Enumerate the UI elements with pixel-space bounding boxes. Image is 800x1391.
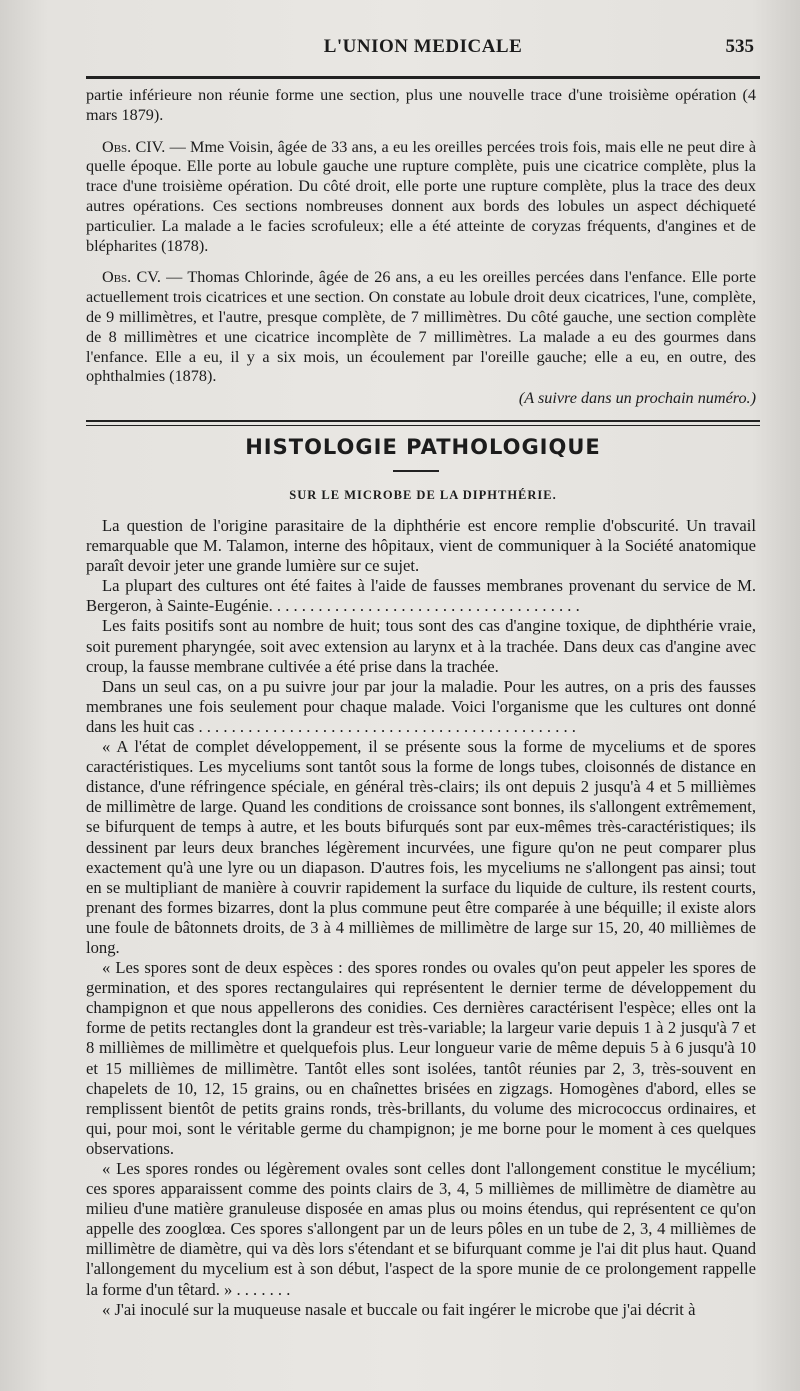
article-paragraph: « J'ai inoculé sur la muqueuse nasale et buccale ou fait ingérer le microbe que j'ai décrit à bbox=[102, 1299, 696, 1319]
observation-cv bbox=[86, 268, 756, 387]
section-double-rule-top bbox=[86, 420, 760, 422]
article-paragraph: Les faits positifs sont au nombre de huit; tous sont des cas d'angine toxique, de diphthérie vraie, soit purement pharyngée, soit avec extension au larynx et à la trachée. Dans deux cas d'angine avec croup, la fausse membrane cultivée a été prise dans la trachée. bbox=[86, 616, 756, 676]
observations-block bbox=[86, 86, 756, 409]
to-be-continued-note: (A suivre dans un prochain numéro.) bbox=[518, 389, 756, 408]
article-paragraph: La question de l'origine parasitaire de la diphthérie est encore remplie d'obscurité. Un travail remarquable que M. Talamon, interne des hôpitaux, vient de communiquer à la Société anatomique paraît devoir jeter une grande lumière sur ce sujet. bbox=[86, 516, 756, 576]
article-paragraph: La plupart des cultures ont été faites à l'aide de fausses membranes provenant du service de M. Bergeron, à Sainte-Eugénie. . . . . . . . . . . . . . . . . . . . . . . . . . . . . . . . . . . . . . bbox=[86, 576, 756, 616]
header-rule bbox=[86, 76, 760, 79]
observation-civ bbox=[86, 138, 756, 257]
observation-label: Obs. CV. bbox=[102, 268, 161, 287]
page-header bbox=[86, 36, 760, 76]
page-number: 535 bbox=[725, 36, 754, 57]
observation-text: — Thomas Chlorinde, âgée de 26 ans, a eu les oreilles percées dans l'enfance. Elle porte actuellement trois cicatrices et une section. On constate au lobule droit deux cicatrices, l'une, complète, de 9 millimètres, et l'autre, presque complète, de 7 millimètres. Du côté gauche, une section complète de 8 millimètres et une cicatrice incomplète de 7 millimètres. La malade a eu des gourmes dans l'enfance. Elle a eu, il y a six mois, un écoulement par l'oreille gauche; elle a eu, en outre, des ophthalmies (1878). bbox=[86, 268, 757, 386]
section-double-rule-bottom bbox=[86, 425, 760, 426]
article-body bbox=[86, 516, 756, 1320]
article-paragraph: « Les spores rondes ou légèrement ovales sont celles dont l'allongement constitue le mycélium; ces spores apparaissent comme des points clairs de 3, 4, 5 millièmes de millimètre de diamètre au milieu d'une matière granuleuse disposée en amas plus ou moins étendus, qui représentent ce qu'on appelle des zooglœa. Ces spores s'allongent par un de leurs pôles en un tube de 2, 3, 4 millièmes de millimètre de diamètre, qui va dès lors s'étendant et se bifurquant comme je l'ai dit plus haut. Quand l'allongement du mycelium est à son début, l'aspect de la spore munie de ce prolongement rappelle la forme d'un têtard. » . . . . . . . bbox=[86, 1159, 756, 1299]
journal-title: L'UNION MEDICALE bbox=[323, 36, 523, 57]
continued-paragraph: partie inférieure non réunie forme une section, plus une nouvelle trace d'une troisième opération (4 mars 1879). bbox=[86, 86, 756, 124]
title-underline bbox=[393, 470, 439, 472]
article-paragraph: Dans un seul cas, on a pu suivre jour par jour la maladie. Pour les autres, on a pris des fausses membranes une fois seulement pour chaque malade. Voici l'organisme que les cultures ont donné dans les huit cas . . . . . . . . . . . . . . . . . . . . . . . . . . . . . . . . . . . . . . . . . . . . . . bbox=[86, 676, 756, 736]
article-paragraph: « A l'état de complet développement, il se présente sous la forme de myceliums et de spores caractéristiques. Les myceliums sont tantôt sous la forme de longs tubes, cloisonnés de distance en distance, d'une réfringence spéciale, en général très-clairs; ils ont depuis 2 jusqu'à 4 et 5 millièmes de millimètre de large. Quand les conditions de croissance sont bonnes, ils s'allongent extrêmement, se bifurquent de temps à autre, et les bouts bifurqués sont par eux-mêmes très-caractéristiques; ils dessinent par leurs deux branches légèrement incurvées, une figure qu'on ne peut comparer plus exactement qu'à une lyre ou un diapason. D'autres fois, les myceliums ne s'allongent pas ainsi; tout en se multipliant de manière à couvrir rapidement la surface du liquide de culture, ils restent courts, prenant des formes bizarres, dont la plus commune peut être comparée à une béquille; il existe alors une foule de bâtonnets droits, de 3 à 4 millièmes de millimètre de large sur 15, 20, 40 millièmes de long. bbox=[86, 737, 756, 957]
article-paragraph: « Les spores sont de deux espèces : des spores rondes ou ovales qu'on peut appeler les spores de germination, et des spores rectangulaires qui représentent le dernier terme de développement du champignon et que nous appellerons des conidies. Ces dernières caractérisent l'espèce; elles ont la forme de petits rectangles dont la grandeur est très-variable; la largeur varie depuis 1 à 2 jusqu'à 7 et 8 millièmes de millimètre et quelquefois plus. Leur longueur varie de même depuis 5 à 6 jusqu'à 10 et 15 millièmes de millimètre. Tantôt elles sont isolées, tantôt réunies par 2, 3, très-souvent en chapelets de 10, 12, 15 grains, ou en chaînettes brisées en zigzags. Homogènes d'abord, elles se remplissent bientôt de petits grains ronds, très-brillants, du volume des micrococcus ordinaires, et qui, pour moi, sont le véritable germe du champignon; je me borne pour le moment à ces quelques observations. bbox=[86, 958, 756, 1158]
section-title: HISTOLOGIE PATHOLOGIQUE bbox=[245, 435, 601, 459]
article-subtitle: SUR LE MICROBE DE LA DIPHTHÉRIE. bbox=[289, 488, 557, 502]
observation-text: — Mme Voisin, âgée de 33 ans, a eu les oreilles percées trois fois, mais elle ne peut dire à quelle époque. Elle porte au lobule gauche une rupture complète, puis une cicatrice complète, plus la trace d'une troisième opération. Du côté droit, elle porte une rupture complète, plus la trace des deux autres opérations. Ces sections nombreuses donnent aux bords des lobules un aspect déchiqueté particulier. La malade a le facies scrofuleux; elle a été atteinte de coryzas fréquents, d'angines et de blépharites (1878). bbox=[86, 137, 757, 255]
observation-label: Obs. CIV. bbox=[102, 137, 166, 156]
